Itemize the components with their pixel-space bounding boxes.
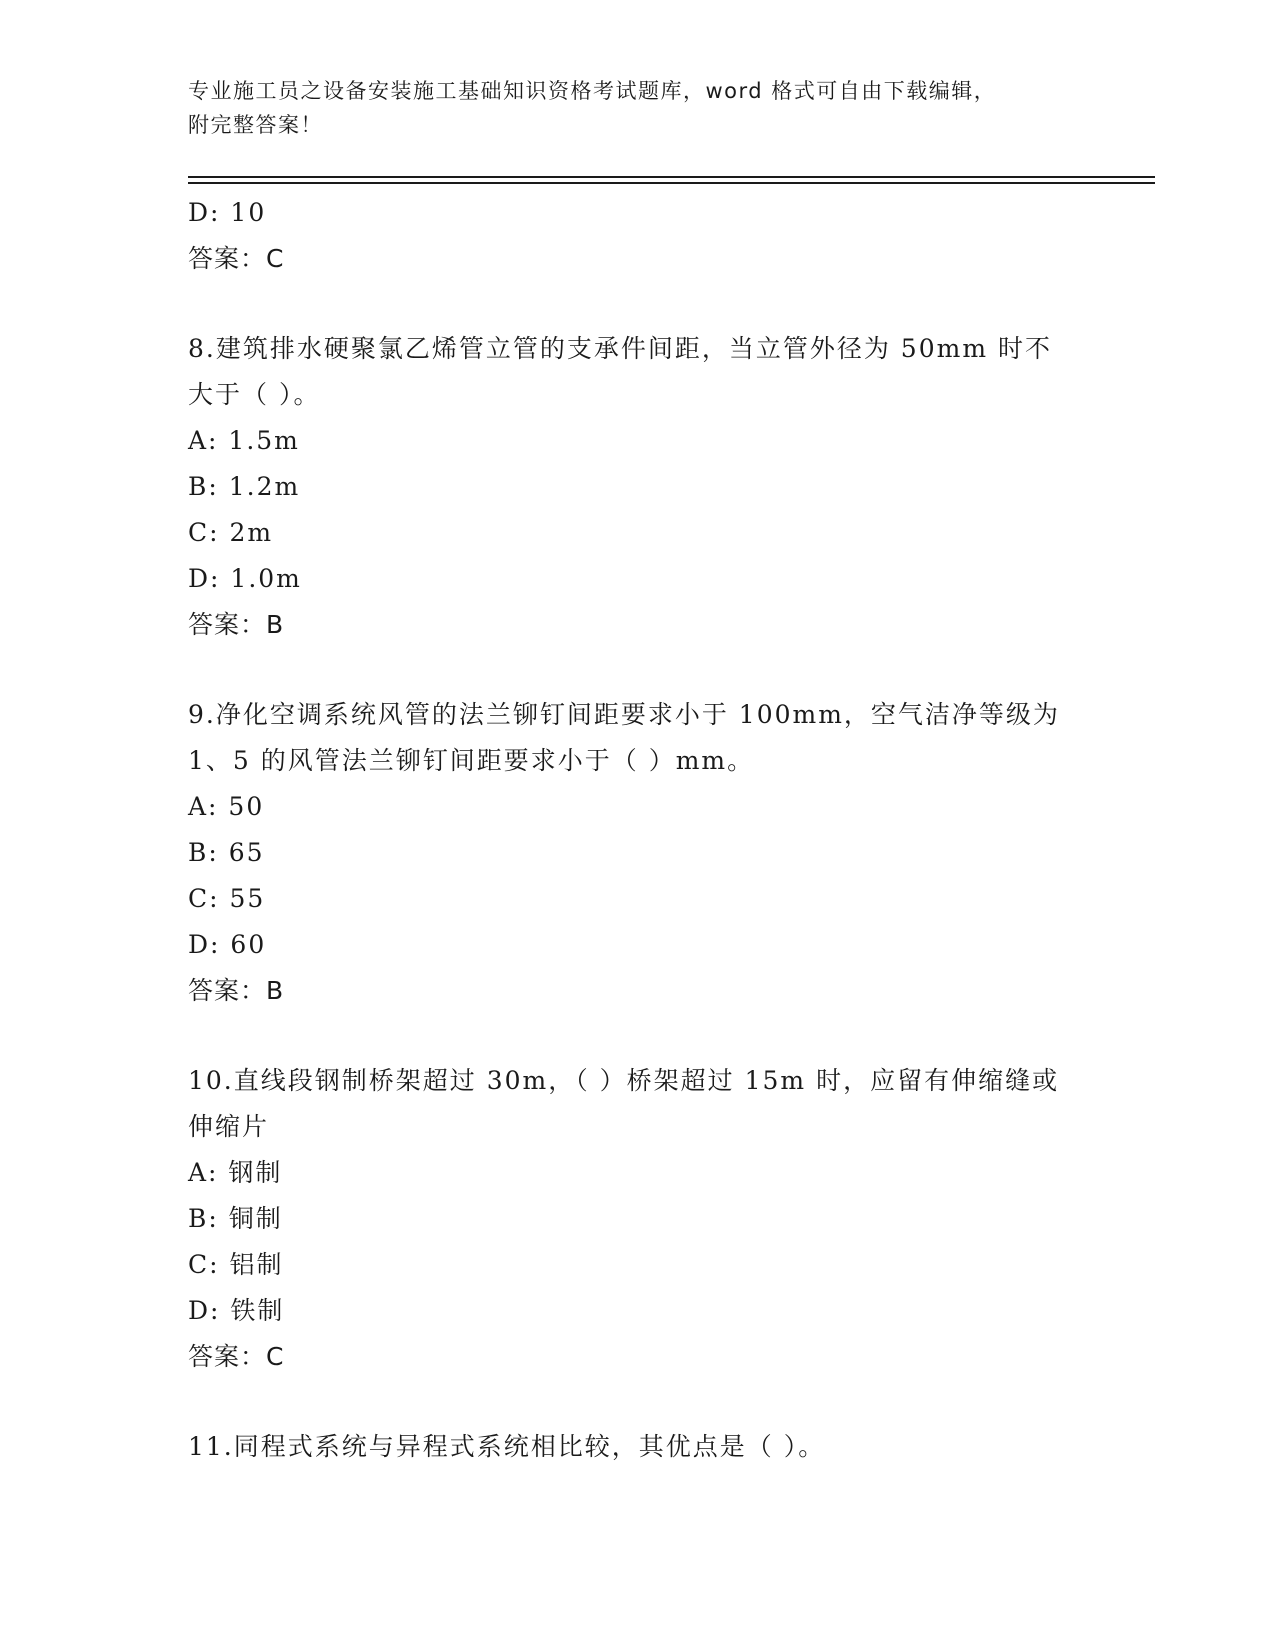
question-stem-line: 1、5 的风管法兰铆钉间距要求小于（ ）mm。	[188, 746, 755, 775]
spacer	[188, 1380, 1088, 1424]
option-b: B: 65	[188, 838, 265, 867]
option-d: D: 60	[188, 930, 267, 959]
option-b: B: 铜制	[188, 1204, 283, 1233]
document-header	[188, 74, 1068, 142]
option-d: D: 铁制	[188, 1296, 285, 1325]
option-a: A: 1.5m	[188, 426, 300, 455]
header-line-2: 附完整答案！	[188, 113, 323, 137]
option-c: C: 2m	[188, 518, 274, 547]
header-divider-bottom	[188, 182, 1155, 184]
question-block	[188, 1424, 1088, 1470]
answer-line: 答案：B	[188, 976, 285, 1005]
spacer	[188, 282, 1088, 326]
question-stem-line: 8.建筑排水硬聚氯乙烯管立管的支承件间距，当立管外径为 50mm 时不	[188, 334, 1052, 363]
answer-line: 答案：C	[188, 244, 285, 273]
question-block	[188, 692, 1088, 1014]
option-a: A: 钢制	[188, 1158, 283, 1187]
header-line-1: 专业施工员之设备安装施工基础知识资格考试题库，word 格式可自由下载编辑，	[188, 79, 997, 103]
question-content	[188, 190, 1088, 1470]
answer-line: 答案：B	[188, 610, 285, 639]
question-stem-line: 大于（ ）。	[188, 380, 321, 409]
option-a: A: 50	[188, 792, 265, 821]
question-block	[188, 1058, 1088, 1380]
option-c: C: 铝制	[188, 1250, 284, 1279]
question-stem-line: 11.同程式系统与异程式系统相比较，其优点是（ ）。	[188, 1432, 826, 1461]
question-stem-line: 伸缩片	[188, 1112, 270, 1141]
spacer	[188, 648, 1088, 692]
question-block	[188, 326, 1088, 648]
spacer	[188, 1014, 1088, 1058]
header-divider-top	[188, 176, 1155, 178]
option-d: D: 1.0m	[188, 564, 302, 593]
option-b: B: 1.2m	[188, 472, 301, 501]
question-stem-line: 9.净化空调系统风管的法兰铆钉间距要求小于 100mm，空气洁净等级为	[188, 700, 1060, 729]
answer-line: 答案：C	[188, 1342, 285, 1371]
option-c: C: 55	[188, 884, 266, 913]
question-stem-line: 10.直线段钢制桥架超过 30m，（ ）桥架超过 15m 时，应留有伸缩缝或	[188, 1066, 1060, 1095]
option-d: D: 10	[188, 198, 267, 227]
